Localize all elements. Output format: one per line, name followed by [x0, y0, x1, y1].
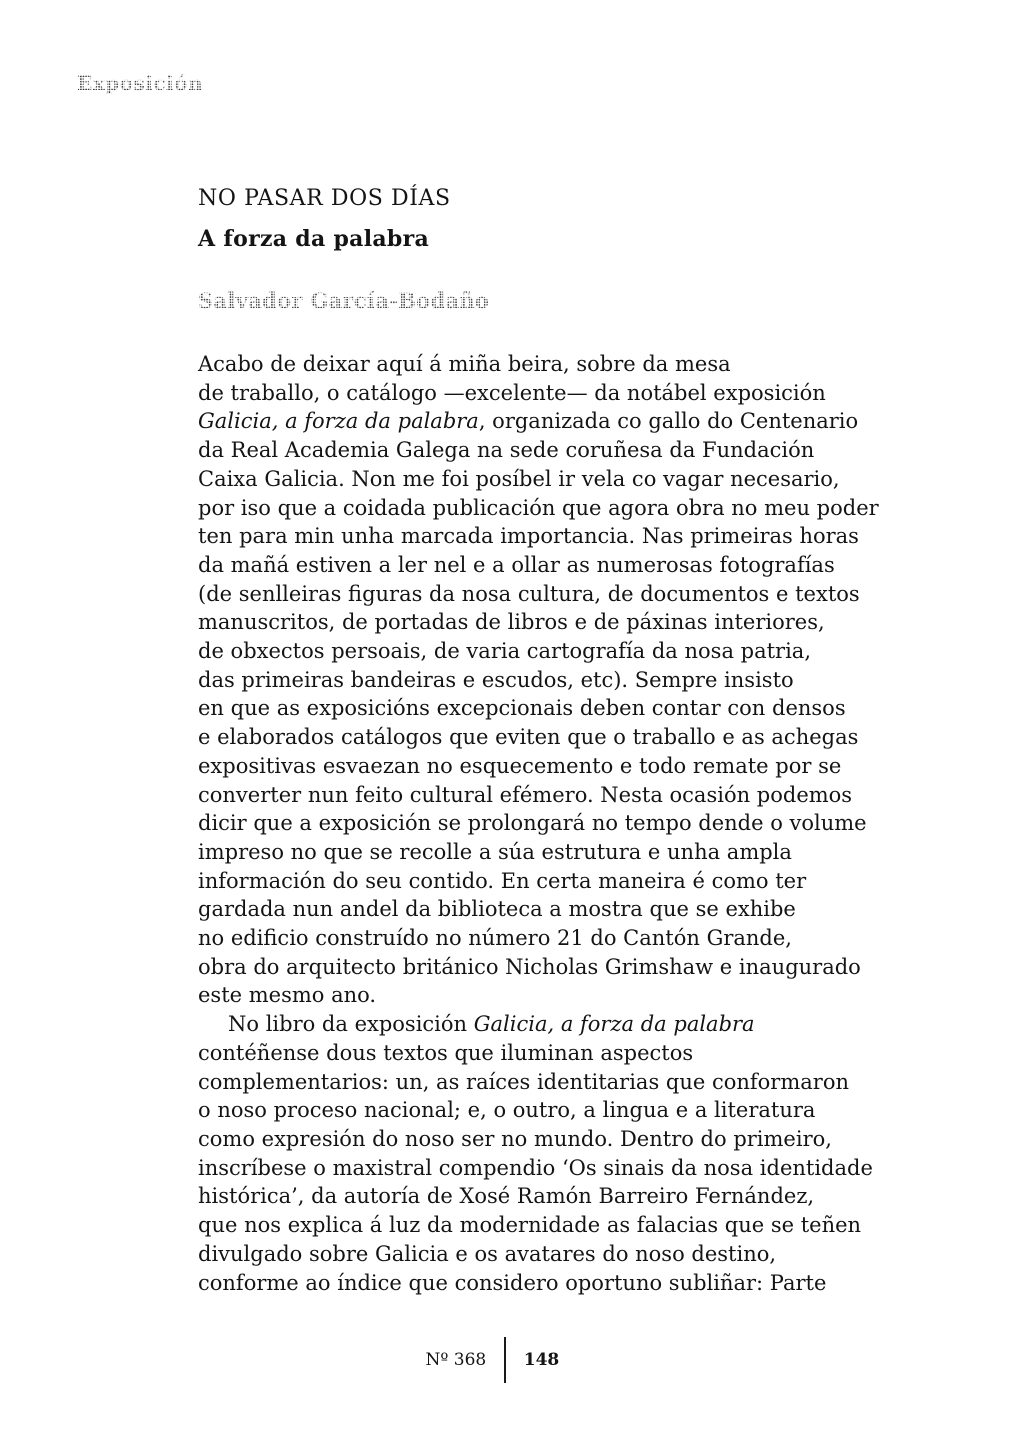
body-text: contéñense dous textos que iluminan aspectos: [198, 1040, 694, 1065]
body-text: da Real Academia Galega na sede coruñesa da Fundación: [198, 438, 815, 463]
article: [198, 186, 879, 1297]
body-text: divulgado sobre Galicia e os avatares do noso destino,: [198, 1241, 777, 1266]
body-text: No libro da exposición: [228, 1012, 474, 1037]
body-text: e elaborados catálogos que eviten que o traballo e as achegas: [198, 725, 859, 750]
body-line: [198, 953, 863, 982]
body-text: o noso proceso nacional; e, o outro, a lingua e a literatura: [198, 1098, 816, 1123]
body-line: [198, 838, 863, 867]
body-text: gardada nun andel da biblioteca a mostra que se exhibe: [198, 897, 796, 922]
body-line: [198, 1182, 863, 1211]
body-text: inscríbese o maxistral compendio ‘Os sinais da nosa identidade: [198, 1155, 873, 1180]
body-text: impreso no que se recolle a súa estrutura e unha ampla: [198, 839, 792, 864]
body-line: [198, 379, 863, 408]
body-line: [198, 494, 879, 523]
body-line: [198, 1240, 863, 1269]
article-author: Salvador García-Bodaño: [198, 288, 863, 314]
article-subtitle: A forza da palabra: [198, 226, 430, 252]
body-line: [198, 723, 863, 752]
body-text: histórica’, da autoría de Xosé Ramón Barreiro Fernández,: [198, 1184, 815, 1209]
body-line: [198, 465, 863, 494]
body-text: conforme ao índice que considero oportuno subliñar: Parte: [198, 1270, 827, 1295]
body-text: dicir que a exposición se prolongará no tempo dende o volume: [198, 811, 867, 836]
body-line: [198, 350, 863, 379]
body-line: [198, 981, 863, 1010]
body-text: , organizada co gallo do Centenario: [478, 409, 859, 434]
page-footer: [0, 1336, 1010, 1384]
body-text: como expresión do noso ser no mundo. Dentro do primeiro,: [198, 1126, 832, 1151]
issue-number: Nº 368: [425, 1350, 487, 1370]
body-text: en que as exposicións excepcionais deben contar con densos: [198, 696, 846, 721]
body-line: [198, 1010, 863, 1039]
body-line: [198, 436, 863, 465]
body-line: [198, 1096, 863, 1125]
body-text-italic: Galicia, a forza da palabra: [473, 1012, 755, 1037]
body-text: ten para min unha marcada importancia. Nas primeiras horas: [198, 524, 859, 549]
article-body: [198, 350, 879, 1297]
body-line: [198, 752, 863, 781]
body-text: Acabo de deixar aquí á miña beira, sobre da mesa: [198, 352, 731, 376]
body-text: que nos explica á luz da modernidade as falacias que se teñen: [198, 1213, 862, 1238]
body-text: (de senlleiras figuras da nosa cultura, de documentos e textos: [198, 581, 860, 606]
body-line: [198, 580, 863, 609]
body-text: obra do arquitecto británico Nicholas Grimshaw e inaugurado: [198, 954, 861, 979]
body-line: [198, 637, 863, 666]
body-line: [198, 1154, 873, 1183]
body-line: [198, 522, 863, 551]
body-line: [198, 924, 863, 953]
article-title: NO PASAR DOS DÍAS: [198, 186, 451, 211]
body-line: [198, 666, 863, 695]
body-text: converter nun feito cultural efémero. Nesta ocasión podemos: [198, 782, 853, 807]
body-text: expositivas esvaezan no esquecemento e todo remate por se: [198, 753, 842, 778]
body-line: [198, 1269, 863, 1298]
body-line: [198, 781, 863, 810]
body-text: complementarios: un, as raíces identitarias que conformaron: [198, 1069, 849, 1094]
body-line: [198, 1211, 863, 1240]
body-text: este mesmo ano.: [198, 983, 377, 1008]
body-line: [198, 895, 863, 924]
body-line: [198, 1068, 863, 1097]
section-label: Exposición: [77, 71, 204, 95]
body-text: de obxectos persoais, de varia cartografía da nosa patria,: [198, 639, 811, 664]
body-line: [198, 407, 863, 436]
body-text: das primeiras bandeiras e escudos, etc). Sempre insisto: [198, 667, 794, 692]
body-text: no edificio construído no número 21 do Cantón Grande,: [198, 926, 792, 951]
body-line: [198, 694, 863, 723]
body-line: [198, 551, 863, 580]
body-text: manuscritos, de portadas de libros e de páxinas interiores,: [198, 610, 825, 635]
body-line: [198, 867, 863, 896]
page-number: 148: [523, 1350, 560, 1370]
body-text: Caixa Galicia. Non me foi posíbel ir vela co vagar necesario,: [198, 466, 840, 491]
body-text: de traballo, o catálogo —excelente— da notábel exposición: [198, 380, 826, 405]
body-line: [198, 809, 867, 838]
body-text: información do seu contido. En certa maneira é como ter: [198, 868, 807, 893]
body-text-italic: Galicia, a forza da palabra: [198, 409, 479, 434]
body-text: da mañá estiven a ler nel e a ollar as numerosas fotografías: [198, 552, 835, 577]
body-line: [198, 1125, 863, 1154]
body-line: [198, 608, 863, 637]
body-text: por iso que a coidada publicación que agora obra no meu poder: [198, 495, 879, 520]
body-line: [198, 1039, 863, 1068]
